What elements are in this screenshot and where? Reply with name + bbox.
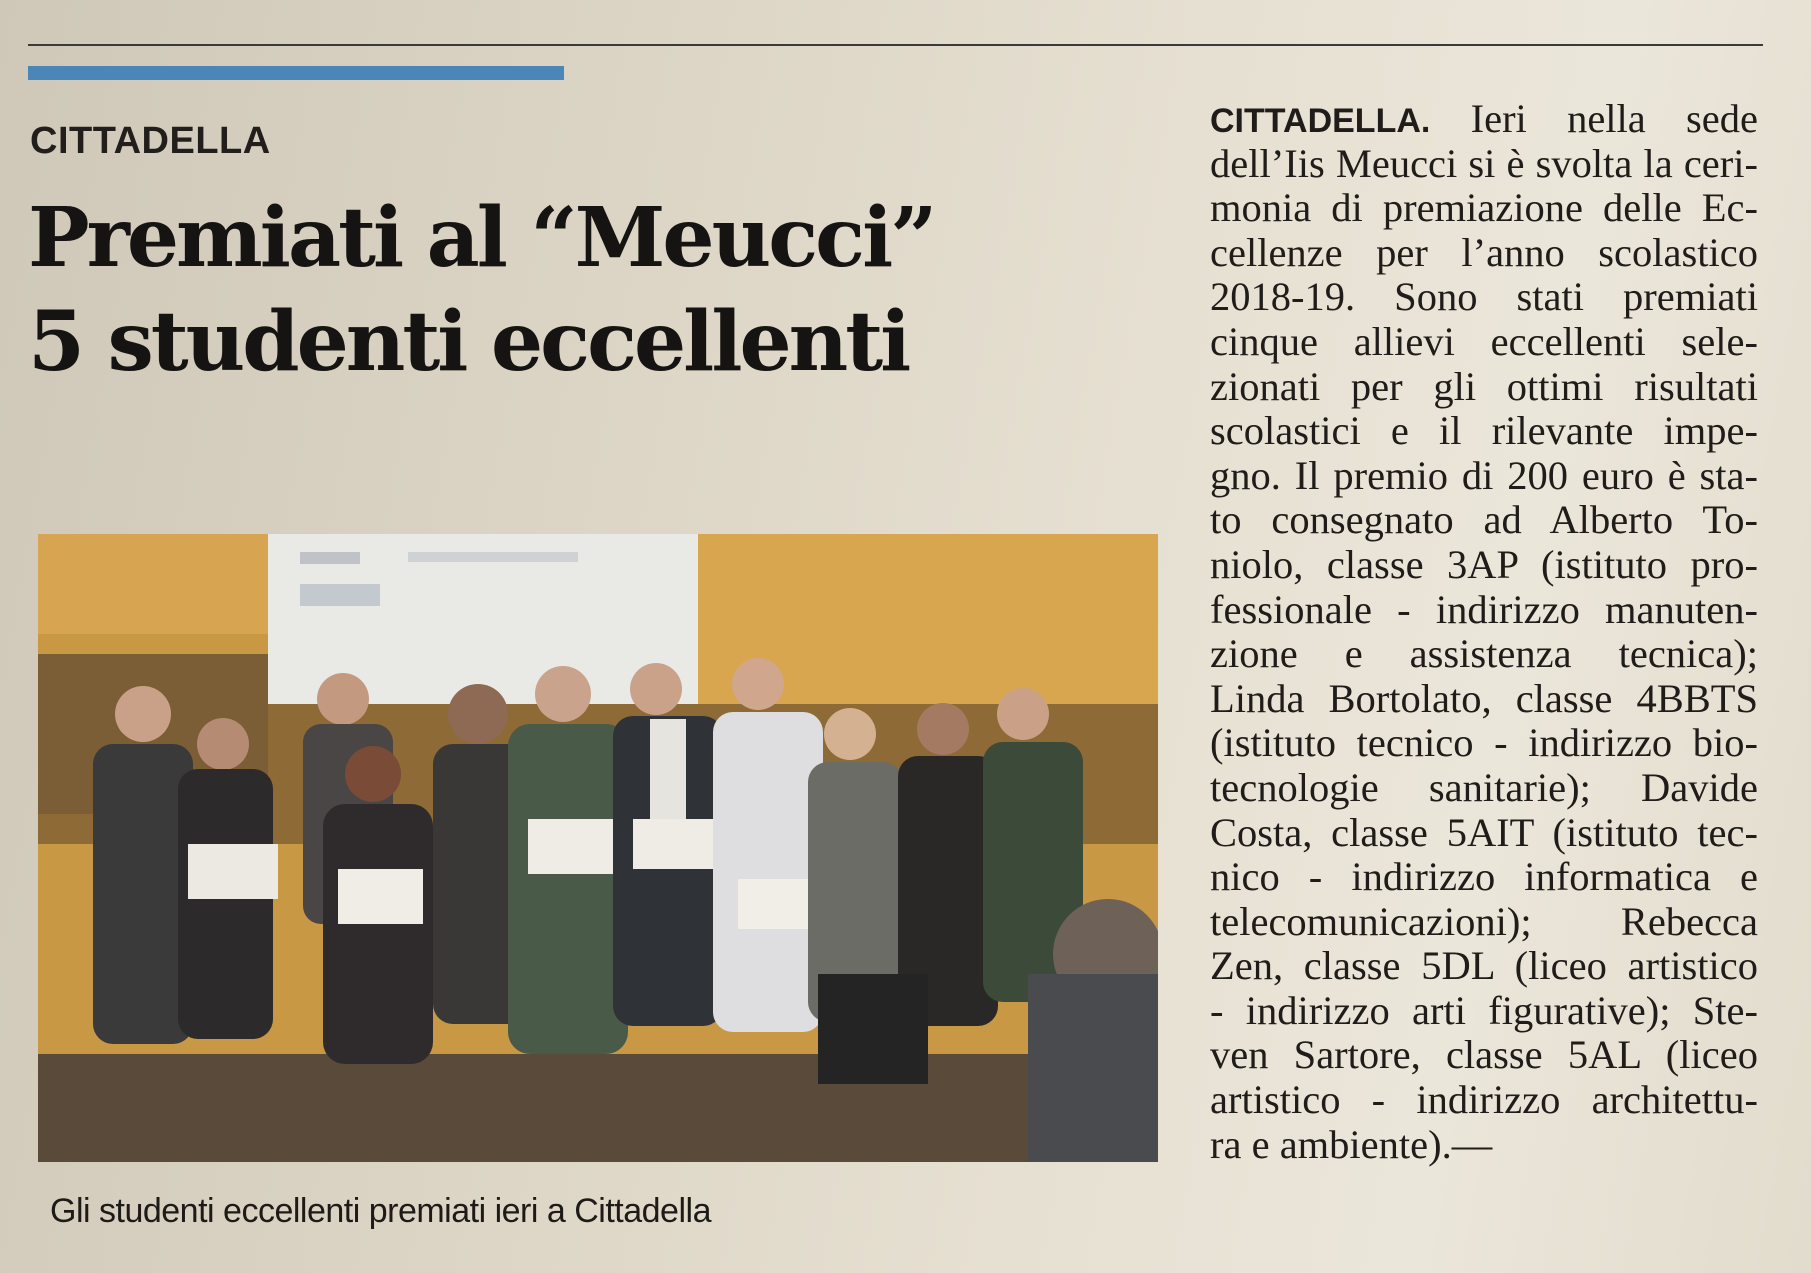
body-line — [1210, 97, 1758, 142]
body-line: Linda Bortolato, classe 4BBTS — [1210, 675, 1758, 721]
body-line: dell’Iis Meucci si è svolta la ceri- — [1210, 140, 1758, 186]
body-line: scolastici e il rilevante impe- — [1210, 408, 1758, 454]
body-line: fessionale - indirizzo manuten- — [1210, 586, 1758, 632]
body-line: tecnologie sanitarie); Davide — [1210, 764, 1758, 810]
article-photo — [38, 534, 1158, 1162]
body-line: - indirizzo arti figurative); Ste- — [1210, 987, 1758, 1033]
body-line: telecomunicazioni); Rebecca — [1210, 898, 1758, 944]
article-body — [1210, 97, 1758, 1167]
body-line: to consegnato ad Alberto To- — [1210, 497, 1758, 543]
body-line: 2018-19. Sono stati premiati — [1210, 274, 1758, 320]
body-line: ven Sartore, classe 5AL (liceo — [1210, 1032, 1758, 1078]
dateline: CITTADELLA. — [1210, 102, 1431, 140]
body-line: Zen, classe 5DL (liceo artistico — [1210, 943, 1758, 989]
body-line: monia di premiazione delle Ec- — [1210, 185, 1758, 231]
body-line: zione e assistenza tecnica); — [1210, 631, 1758, 677]
body-line: niolo, classe 3AP (istituto pro- — [1210, 541, 1758, 587]
headline-line-2: 5 studenti eccellenti — [28, 294, 909, 390]
body-line: zionati per gli ottimi risultati — [1210, 363, 1758, 409]
top-divider-rule — [28, 44, 1763, 46]
group-photo-illustration — [38, 534, 1158, 1162]
section-kicker: CITTADELLA — [30, 120, 271, 162]
photo-caption: Gli studenti eccellenti premiati ieri a Cittadella — [50, 1192, 711, 1230]
body-line: ra e ambiente).— — [1210, 1121, 1493, 1167]
section-accent-bar — [28, 66, 564, 80]
headline-line-1: Premiati al “Meucci” — [28, 190, 935, 286]
body-line: (istituto tecnico - indirizzo bio- — [1210, 720, 1758, 766]
body-line-text: Ieri nella sede — [1430, 96, 1758, 141]
body-line: Costa, classe 5AIT (istituto tec- — [1210, 809, 1758, 855]
body-line: cellenze per l’anno scolastico — [1210, 229, 1758, 275]
body-line: nico - indirizzo informatica e — [1210, 854, 1758, 900]
body-line: cinque allievi eccellenti sele- — [1210, 318, 1758, 364]
body-line: gno. Il premio di 200 euro è sta- — [1210, 452, 1758, 498]
body-line: artistico - indirizzo architettu- — [1210, 1077, 1758, 1123]
headline — [28, 186, 1168, 394]
